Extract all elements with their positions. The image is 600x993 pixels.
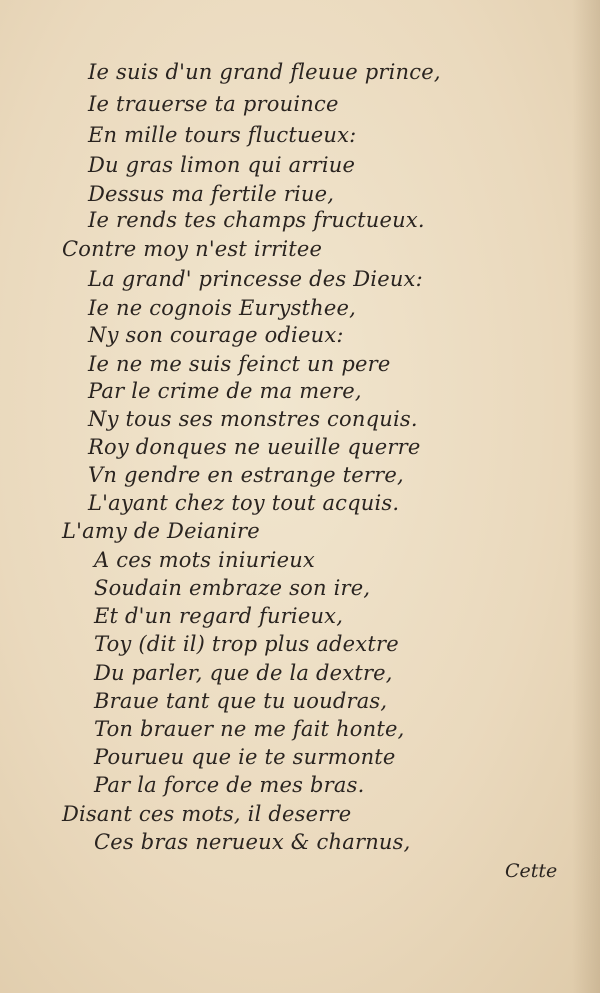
verse-line: A ces mots iniurieux (94, 548, 315, 572)
verse-line: En mille tours fluctueux: (88, 123, 357, 147)
verse-line: Du gras limon qui arriue (88, 153, 356, 177)
verse-line: Ie rends tes champs fructueux. (88, 208, 425, 232)
verse-line: Vn gendre en estrange terre, (88, 463, 404, 487)
verse-line: Ie ne cognois Eurysthee, (88, 296, 357, 320)
verse-line: Ie trauerse ta prouince (88, 92, 339, 116)
verse-line: L'ayant chez toy tout acquis. (88, 491, 400, 515)
verse-line: La grand' princesse des Dieux: (88, 267, 423, 291)
verse-line: Ie ne me suis feinct un pere (88, 352, 391, 376)
verse-line: Par la force de mes bras. (94, 773, 365, 797)
verse-line: L'amy de Deianire (62, 519, 260, 543)
verse-line: Ie suis d'un grand fleuue prince, (88, 60, 441, 84)
verse-line: Dessus ma fertile riue, (88, 182, 335, 206)
verse-line: Ces bras nerueux & charnus, (94, 830, 411, 854)
verse-line: Ny son courage odieux: (88, 323, 344, 347)
verse-line: Et d'un regard furieux, (94, 604, 344, 628)
verse-line: Braue tant que tu uoudras, (94, 689, 388, 713)
catchword: Cette (505, 860, 558, 882)
verse-line: Par le crime de ma mere, (88, 379, 362, 403)
verse-line: Roy donques ne ueuille querre (88, 435, 421, 459)
verse-line: Du parler, que de la dextre, (94, 661, 393, 685)
verse-line: Toy (dit il) trop plus adextre (94, 632, 399, 656)
verse-line: Pourueu que ie te surmonte (94, 745, 396, 769)
verse-line: Ton brauer ne me fait honte, (94, 717, 405, 741)
verse-line: Soudain embraze son ire, (94, 576, 371, 600)
verse-line: Disant ces mots, il deserre (62, 802, 352, 826)
verse-line: Contre moy n'est irritee (62, 237, 323, 261)
page-edge-shadow (572, 0, 600, 993)
verse-line: Ny tous ses monstres conquis. (88, 407, 418, 431)
